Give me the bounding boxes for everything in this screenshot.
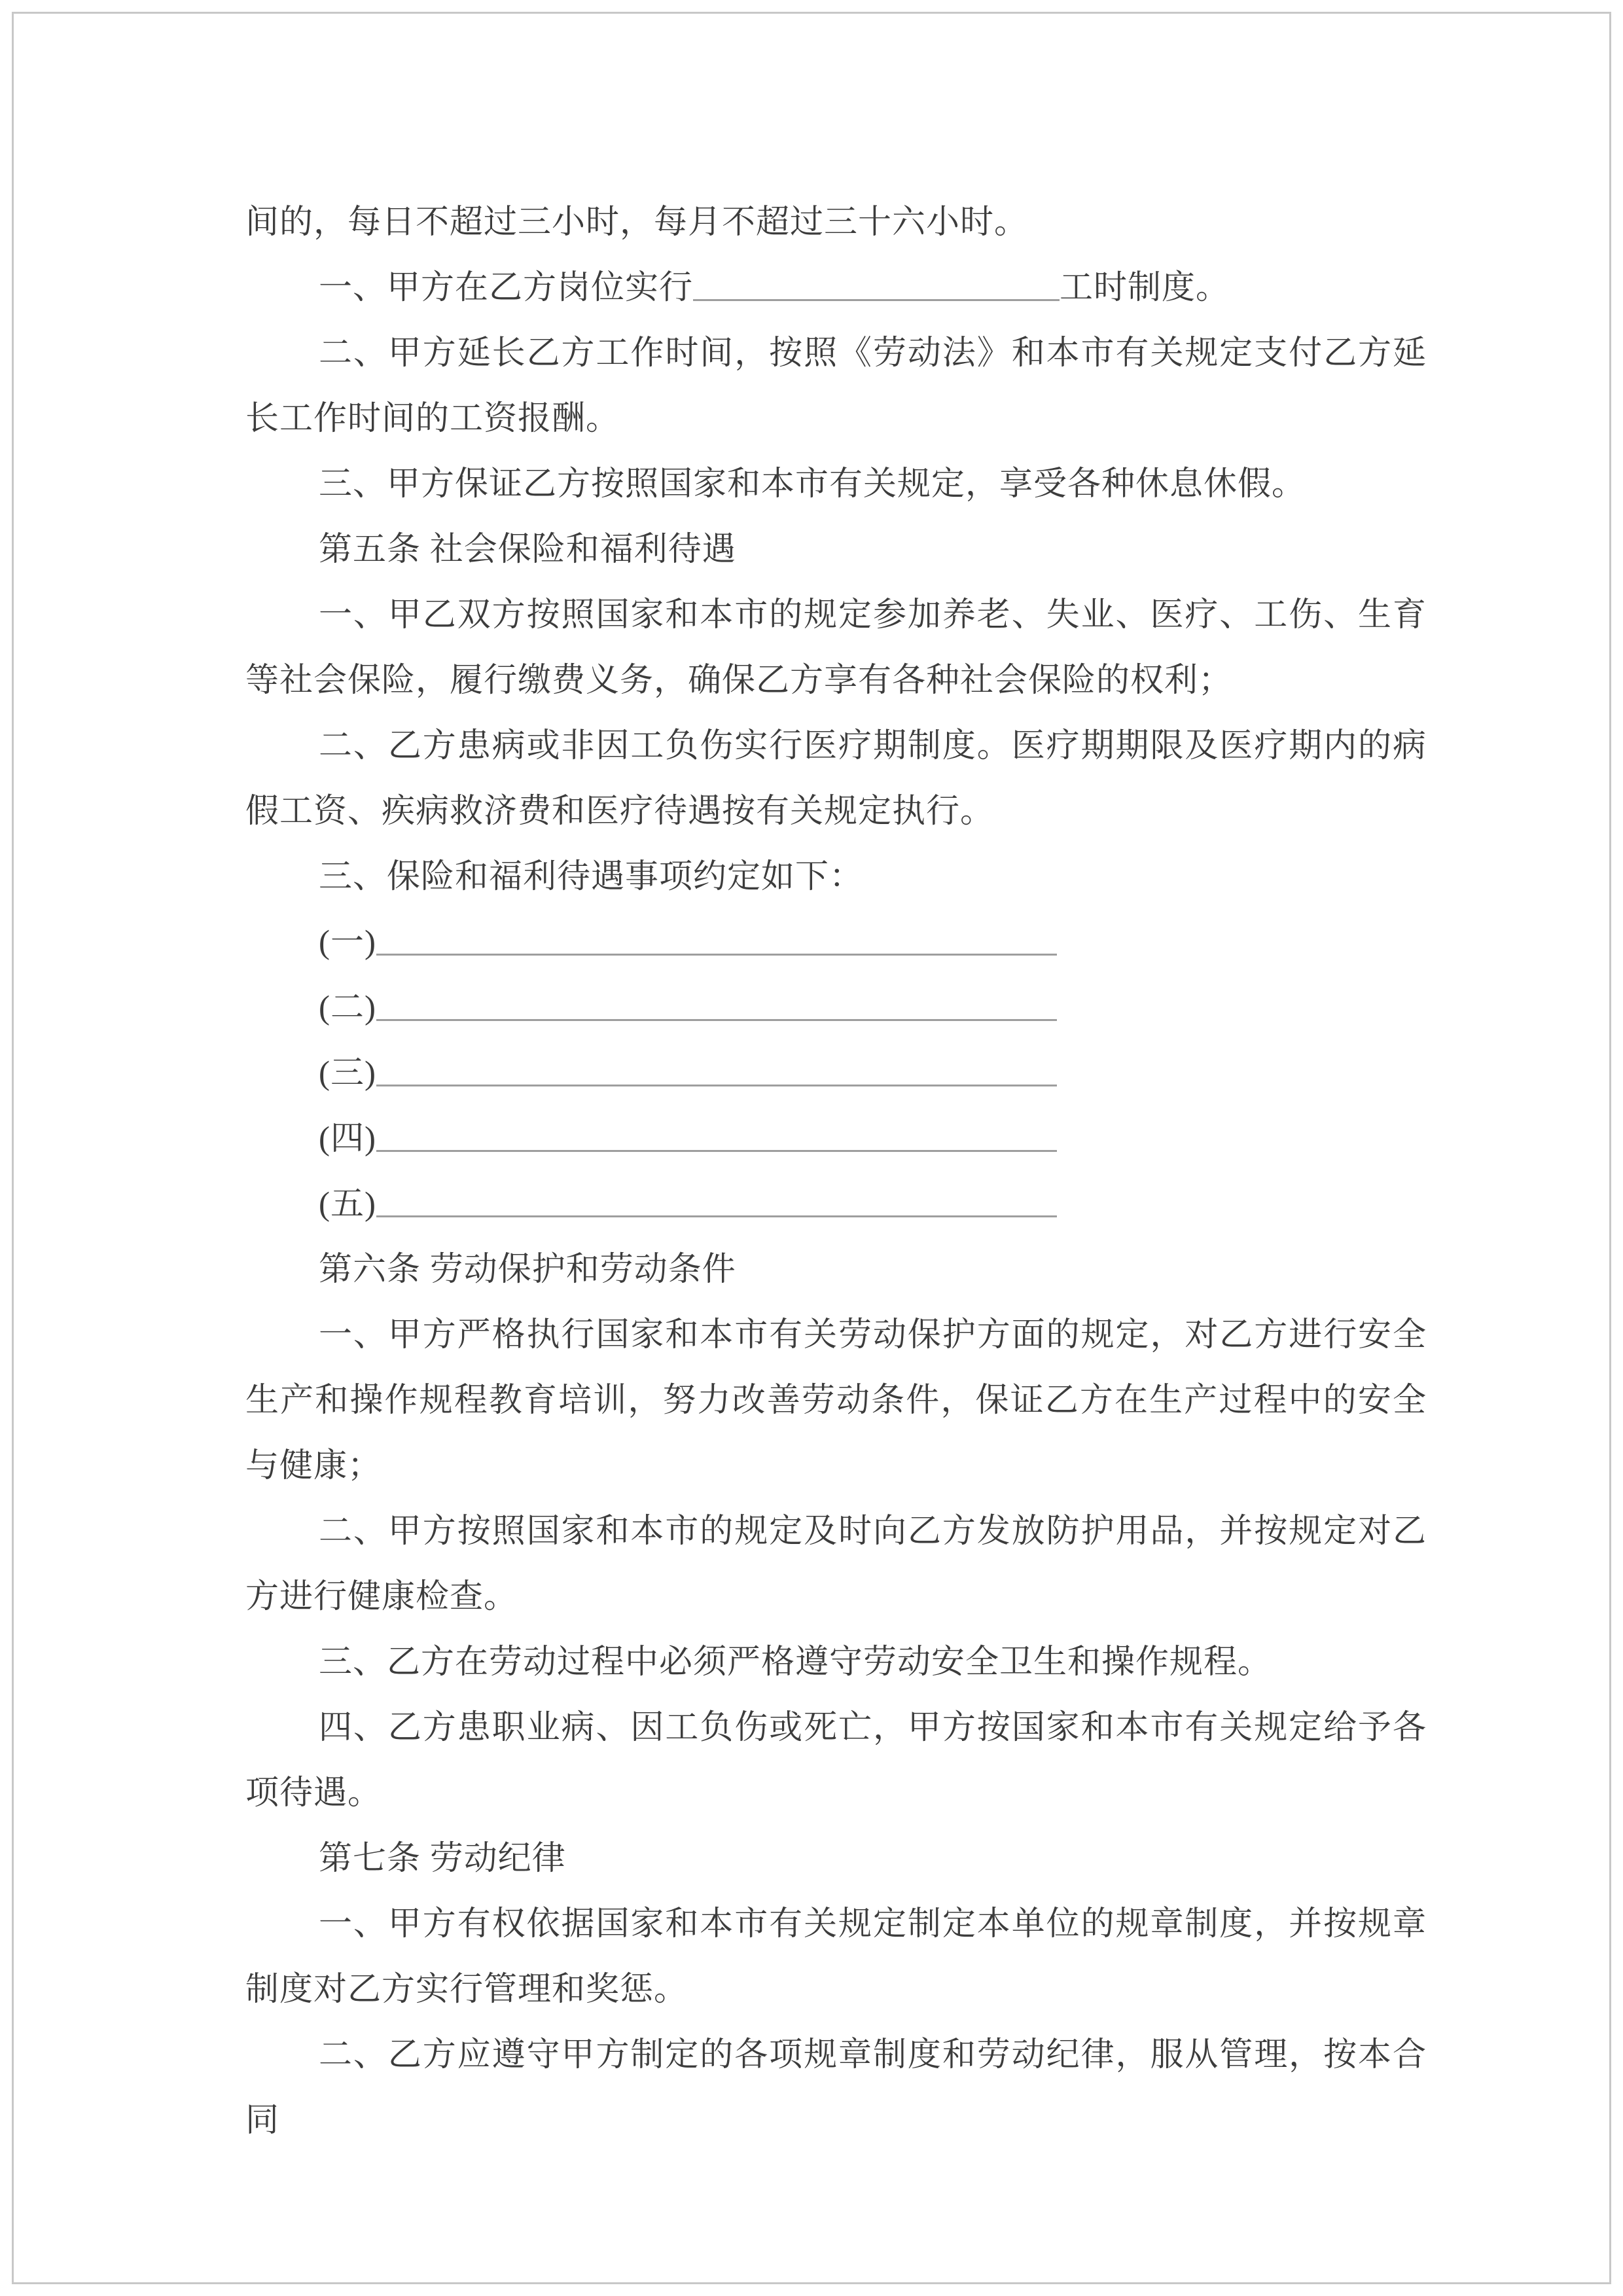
- fill-in-blank: [376, 1143, 1057, 1152]
- fill-in-label: (一): [319, 924, 376, 961]
- fill-in-blank: [376, 947, 1057, 956]
- paragraph: 四、乙方患职业病、因工负伤或死亡，甲方按国家和本市有关规定给予各项待遇。: [245, 1710, 1427, 1812]
- paragraph: 三、乙方在劳动过程中必须严格遵守劳动安全卫生和操作规程。: [319, 1644, 1272, 1681]
- paragraph: 二、乙方应遵守甲方制定的各项规章制度和劳动纪律，服从管理，按本合同: [245, 2037, 1427, 2139]
- fill-in-label: (三): [319, 1055, 376, 1092]
- paragraph: 三、保险和福利待遇事项约定如下：: [319, 859, 864, 895]
- paragraph: 二、甲方延长乙方工作时间，按照《劳动法》和本市有关规定支付乙方延长工作时间的工资报酬。: [245, 335, 1427, 437]
- fill-in-blank: [693, 293, 1060, 301]
- fill-in-line: [245, 1106, 1427, 1172]
- fill-in-blank: [376, 1078, 1057, 1086]
- fill-in-line: [245, 1041, 1427, 1106]
- fill-in-line: [245, 910, 1427, 975]
- fill-in-blank: [376, 1013, 1057, 1021]
- section-heading-article-7: 第七条 劳动纪律: [319, 1840, 566, 1877]
- paragraph-text: 一、甲方在乙方岗位实行: [319, 270, 694, 306]
- section-heading-article-5: 第五条 社会保险和福利待遇: [319, 531, 736, 568]
- fill-in-label: (五): [319, 1186, 376, 1223]
- paragraph: 二、甲方按照国家和本市的规定及时向乙方发放防护用品，并按规定对乙方进行健康检查。: [245, 1513, 1427, 1615]
- section-heading-article-6: 第六条 劳动保护和劳动条件: [319, 1251, 736, 1288]
- fill-in-label: (四): [319, 1121, 376, 1157]
- paragraph: 一、甲乙双方按照国家和本市的规定参加养老、失业、医疗、工伤、生育等社会保险，履行缴费义务，确保乙方享有各种社会保险的权利；: [245, 597, 1427, 699]
- paragraph: 二、乙方患病或非因工负伤实行医疗期制度。医疗期期限及医疗期内的病假工资、疾病救济费和医疗待遇按有关规定执行。: [245, 728, 1427, 830]
- paragraph: 一、甲方严格执行国家和本市有关劳动保护方面的规定，对乙方进行安全生产和操作规程教育培训，努力改善劳动条件，保证乙方在生产过程中的安全与健康；: [245, 1317, 1427, 1484]
- continuation-paragraph: 间的，每日不超过三小时，每月不超过三十六小时。: [245, 204, 1029, 241]
- paragraph: 一、甲方有权依据国家和本市有关规定制定本单位的规章制度，并按规章制度对乙方实行管理和奖惩。: [245, 1906, 1427, 2008]
- fill-in-line: [245, 1172, 1427, 1237]
- paragraph: 三、甲方保证乙方按照国家和本市有关规定，享受各种休息休假。: [319, 466, 1306, 503]
- fill-in-blank: [376, 1209, 1057, 1217]
- fill-in-label: (二): [319, 990, 376, 1026]
- paragraph-text: 工时制度。: [1060, 270, 1230, 306]
- paragraph-with-blank: [245, 255, 1427, 321]
- fill-in-line: [245, 975, 1427, 1041]
- document-body: [245, 190, 1427, 2153]
